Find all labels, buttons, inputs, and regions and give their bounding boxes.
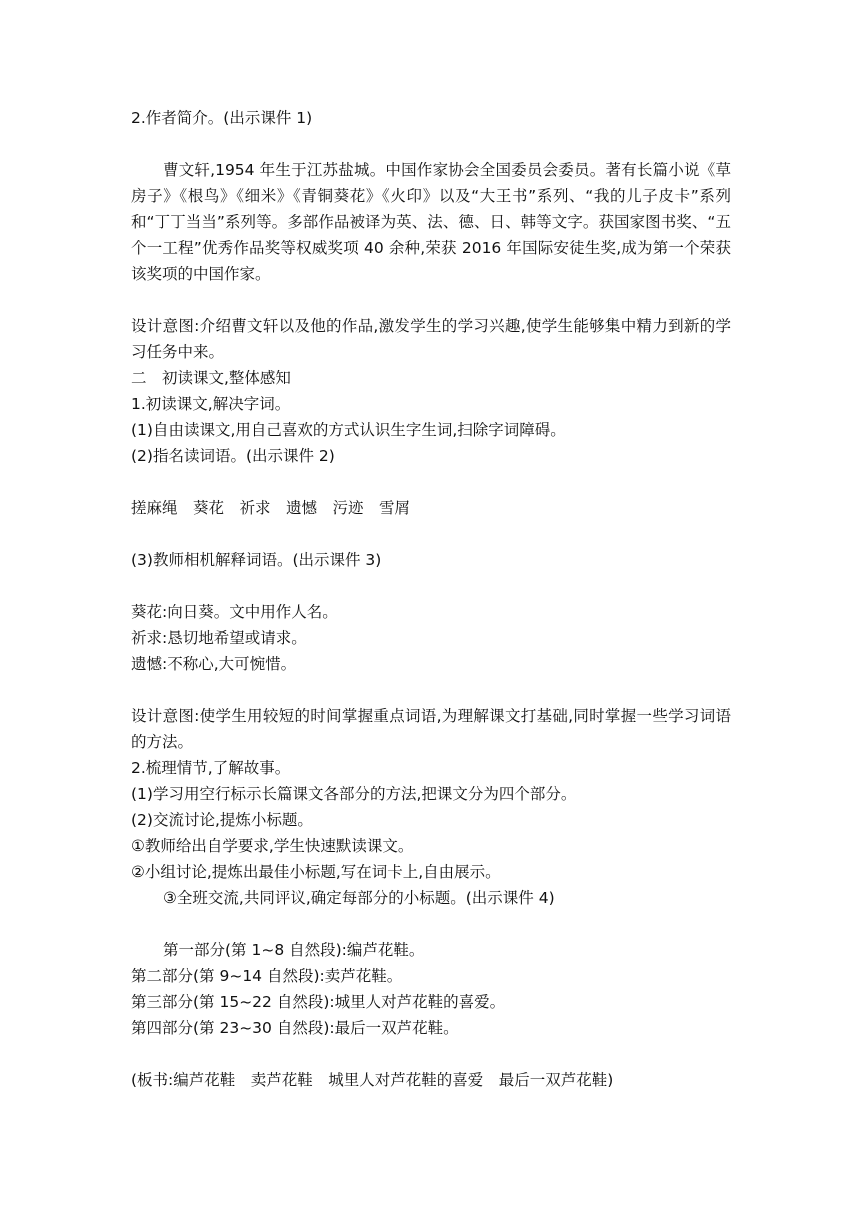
definition-item: 遗憾:不称心,大可惋惜。 xyxy=(131,655,297,673)
author-heading: 2.作者简介。(出示课件 1) xyxy=(131,109,313,127)
blank-line xyxy=(131,677,731,703)
document-page xyxy=(131,105,731,1093)
design-intent-paragraph: 设计意图:使学生用较短的时间掌握重点词语,为理解课文打基础,同时掌握一些学习词语的方法。 xyxy=(131,707,731,751)
blank-line xyxy=(131,521,731,547)
part-item: 第三部分(第 15~22 自然段):城里人对芦花鞋的喜爱。 xyxy=(131,993,506,1011)
section-title: 二 初读课文,整体感知 xyxy=(131,369,291,387)
step-item: (2)指名读词语。(出示课件 2) xyxy=(131,447,335,465)
part-item: 第二部分(第 9~14 自然段):卖芦花鞋。 xyxy=(131,967,403,985)
definition-item: 祈求:恳切地希望或请求。 xyxy=(131,629,307,647)
blank-line xyxy=(131,469,731,495)
step-item: (1)自由读课文,用自己喜欢的方式认识生字生词,扫除字词障碍。 xyxy=(131,421,566,439)
definition-item: 葵花:向日葵。文中用作人名。 xyxy=(131,603,338,621)
blank-line xyxy=(131,287,731,313)
sub-step-item: ②小组讨论,提炼出最佳小标题,写在词卡上,自由展示。 xyxy=(131,863,501,881)
design-intent-paragraph: 设计意图:介绍曹文轩以及他的作品,激发学生的学习兴趣,使学生能够集中精力到新的学习任务中来。 xyxy=(131,317,731,361)
step-item: (2)交流讨论,提炼小标题。 xyxy=(131,811,313,829)
author-bio-paragraph: 曹文轩,1954 年生于江苏盐城。中国作家协会全国委员会委员。著有长篇小说《草房子》《根鸟》《细米》《青铜葵花》《火印》以及“大王书”系列、“我的儿子皮卡”系列和“丁丁当当”系列等。多部作品被译为英、法、德、日、韩等文字。获国家图书奖、“五个一工程”优秀作品奖等权威奖项 40 余种,荣获 2016 年国际安徒生奖,成为第一个荣获该奖项的中国作家。 xyxy=(131,161,731,283)
part-item: 第一部分(第 1~8 自然段):编芦花鞋。 xyxy=(163,941,425,959)
sub-step-item: ③全班交流,共同评议,确定每部分的小标题。(出示课件 4) xyxy=(163,889,555,907)
step-heading: 2.梳理情节,了解故事。 xyxy=(131,759,291,777)
sub-step-item: ①教师给出自学要求,学生快速默读课文。 xyxy=(131,837,414,855)
step-item: (3)教师相机解释词语。(出示课件 3) xyxy=(131,551,382,569)
blank-line xyxy=(131,131,731,157)
blank-line xyxy=(131,573,731,599)
vocabulary-list: 搓麻绳 葵花 祈求 遗憾 污迹 雪屑 xyxy=(131,499,411,517)
board-summary: (板书:编芦花鞋 卖芦花鞋 城里人对芦花鞋的喜爱 最后一双芦花鞋) xyxy=(131,1071,614,1089)
step-item: (1)学习用空行标示长篇课文各部分的方法,把课文分为四个部分。 xyxy=(131,785,577,803)
part-item: 第四部分(第 23~30 自然段):最后一双芦花鞋。 xyxy=(131,1019,459,1037)
blank-line xyxy=(131,1041,731,1067)
blank-line xyxy=(131,911,731,937)
step-heading: 1.初读课文,解决字词。 xyxy=(131,395,291,413)
